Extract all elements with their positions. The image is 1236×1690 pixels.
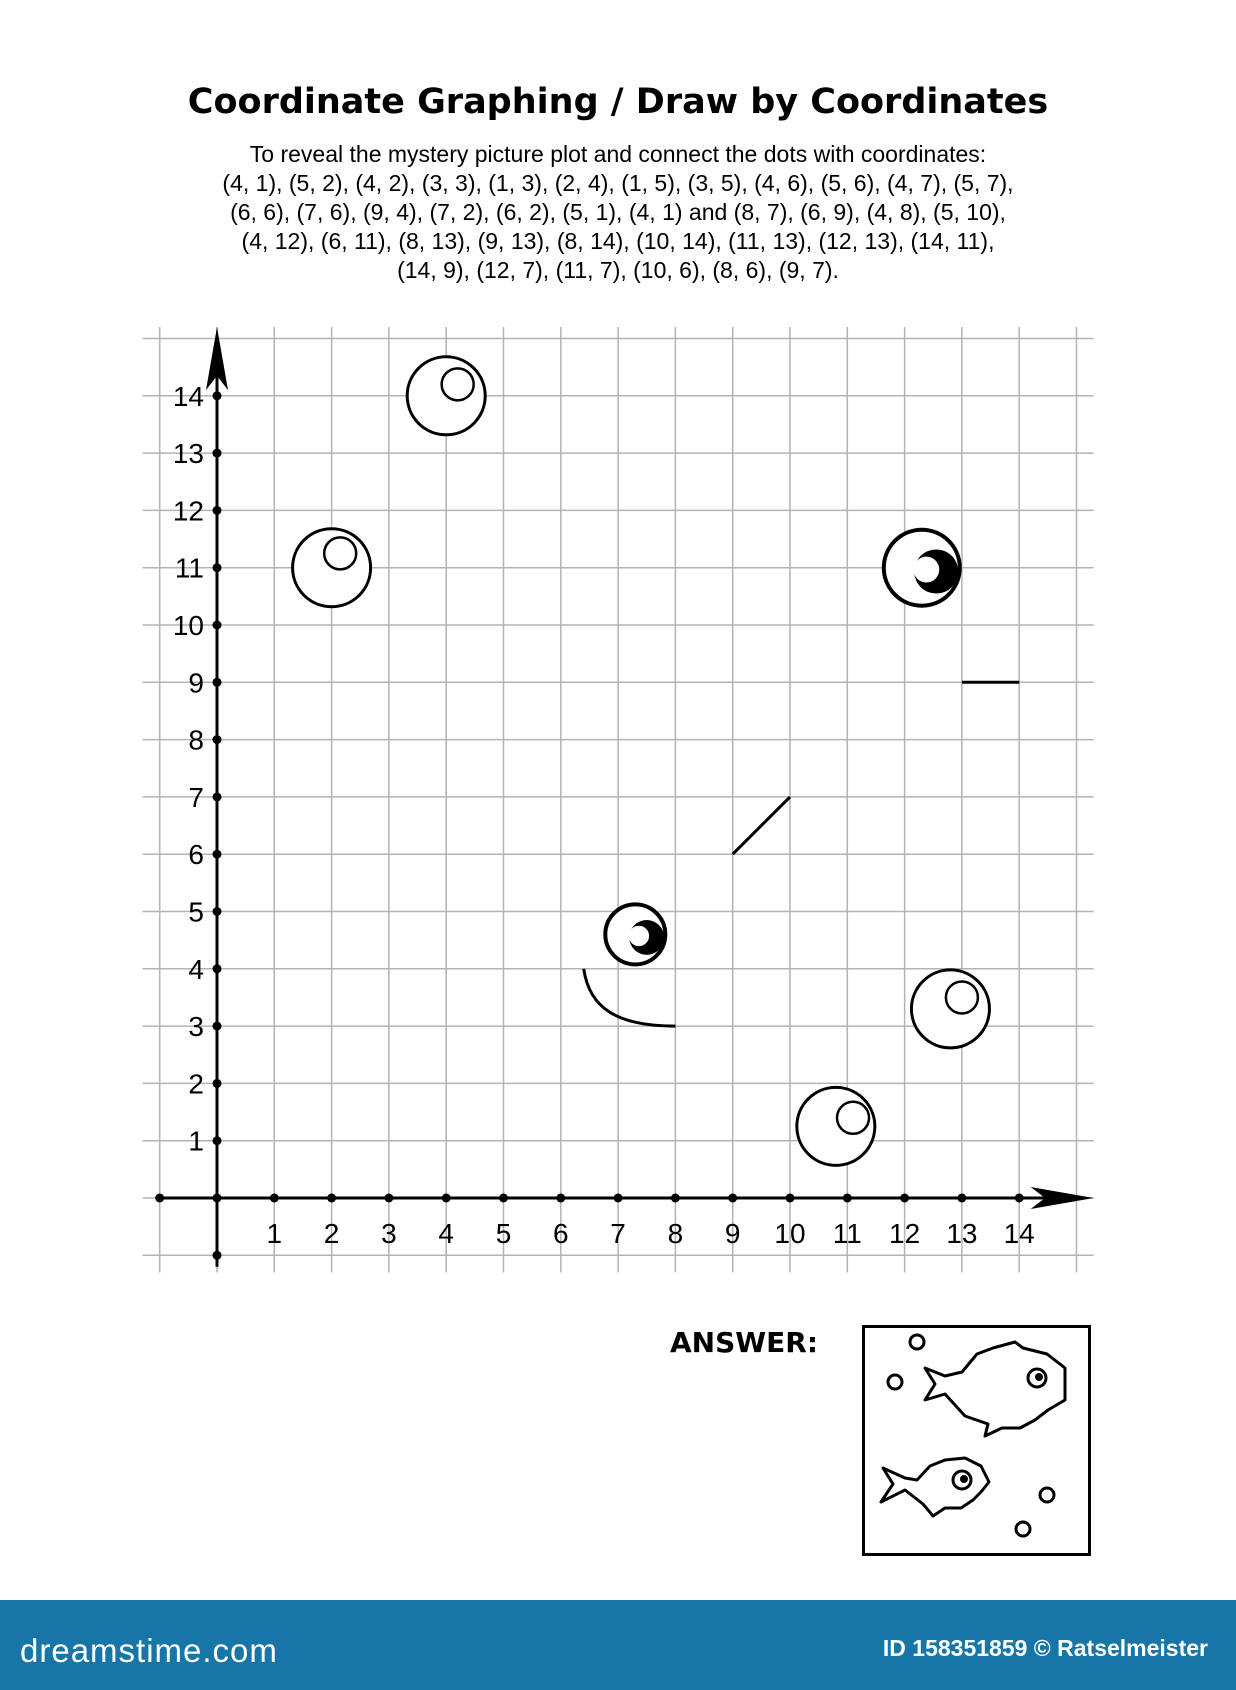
puzzle-figures	[293, 357, 1020, 1166]
x-tick-dot	[786, 1194, 795, 1203]
y-tick-label: 7	[188, 781, 204, 813]
y-tick-dot	[213, 678, 222, 687]
big-fish	[925, 1342, 1065, 1436]
x-tick-dot	[671, 1194, 680, 1203]
fish-eye-highlight	[629, 926, 649, 946]
y-tick-label: 3	[188, 1011, 204, 1043]
y-tick-label: 5	[188, 896, 204, 928]
footer-bar	[0, 1600, 1236, 1690]
x-tick-label: 13	[946, 1218, 978, 1249]
y-tick-label: 12	[172, 495, 204, 527]
instruction-line: (6, 6), (7, 6), (9, 4), (7, 2), (6, 2), (5, 1), (4, 1) and (8, 7), (6, 9), (4, 8), (5, 10),	[230, 199, 1006, 225]
y-tick-dot	[213, 850, 222, 859]
footer-id: ID 158351859 © Ratselmeister	[882, 1635, 1208, 1661]
bubble-highlight	[946, 981, 978, 1013]
x-tick-label: 3	[381, 1218, 397, 1249]
y-tick-dot	[213, 1022, 222, 1031]
bubble-highlight	[324, 537, 356, 569]
x-tick-label: 5	[495, 1218, 512, 1249]
y-tick-label: 14	[172, 380, 204, 412]
y-tick-dot	[213, 563, 222, 572]
answer-label: ANSWER:	[670, 1326, 819, 1359]
y-tick-dot	[213, 621, 222, 630]
y-tick-label: 2	[188, 1068, 204, 1100]
y-tick-dot	[213, 1079, 222, 1088]
y-tick-dot	[213, 506, 222, 515]
y-tick-dot	[213, 391, 222, 400]
fish-eye-highlight	[913, 557, 939, 583]
y-tick-dot	[213, 735, 222, 744]
x-tick-dot	[442, 1194, 451, 1203]
y-tick-dot	[213, 1251, 222, 1260]
y-tick-dot	[213, 1136, 222, 1145]
x-tick-label: 12	[889, 1218, 921, 1249]
y-tick-label: 4	[188, 953, 204, 985]
y-tick-label: 10	[172, 610, 204, 641]
answer-picture	[865, 1328, 1088, 1553]
x-tick-dot	[900, 1194, 909, 1203]
x-tick-dot	[556, 1194, 565, 1203]
y-tick-label: 1	[188, 1125, 204, 1157]
answer-box	[862, 1325, 1091, 1556]
x-tick-dot	[1015, 1194, 1024, 1203]
fish-mouth-line	[733, 797, 790, 854]
x-tick-label: 7	[610, 1218, 626, 1249]
x-tick-dot	[843, 1194, 852, 1203]
footer-logo: dreamstime.com	[20, 1632, 278, 1669]
x-tick-label: 11	[832, 1218, 862, 1249]
x-tick-label: 9	[724, 1218, 741, 1249]
x-tick-dot	[270, 1194, 279, 1203]
x-tick-label: 14	[1003, 1218, 1035, 1249]
fish-mouth-curve	[584, 969, 676, 1026]
x-tick-dot	[327, 1194, 336, 1203]
x-tick-label: 1	[266, 1218, 283, 1249]
grid-lines	[143, 327, 1094, 1272]
y-tick-label: 6	[188, 839, 204, 871]
y-tick-dot	[213, 449, 222, 458]
y-tick-label: 8	[188, 724, 204, 756]
instruction-line: To reveal the mystery picture plot and connect the dots with coordinates:	[249, 141, 987, 167]
instruction-line: (14, 9), (12, 7), (11, 7), (10, 6), (8, 6), (9, 7).	[397, 257, 839, 283]
x-tick-dot	[499, 1194, 508, 1203]
x-tick-dot	[155, 1194, 164, 1203]
y-tick-label: 9	[188, 667, 204, 699]
x-tick-label: 8	[667, 1218, 684, 1249]
x-tick-dot	[614, 1194, 623, 1203]
bubble-highlight	[837, 1102, 869, 1134]
x-tick-dot	[957, 1194, 966, 1203]
small-fish	[881, 1458, 989, 1516]
y-tick-label: 11	[174, 552, 204, 584]
x-tick-dot	[384, 1194, 393, 1203]
instruction-line: (4, 1), (5, 2), (4, 2), (3, 3), (1, 3), (2, 4), (1, 5), (3, 5), (4, 6), (5, 6), (4, 7), (5, 7),	[222, 170, 1014, 196]
y-tick-dot	[213, 964, 222, 973]
page-title: Coordinate Graphing / Draw by Coordinates	[187, 82, 1049, 122]
x-tick-label: 2	[323, 1218, 340, 1249]
instruction-line: (4, 12), (6, 11), (8, 13), (9, 13), (8, 14), (10, 14), (11, 13), (12, 13), (14, 11),	[241, 228, 995, 254]
origin-dot	[213, 1194, 222, 1203]
x-tick-dot	[728, 1194, 737, 1203]
x-tick-label: 6	[553, 1218, 569, 1249]
x-tick-label: 10	[774, 1218, 806, 1249]
y-tick-label: 13	[172, 438, 204, 470]
bubble-highlight	[442, 368, 474, 400]
x-tick-label: 4	[438, 1218, 454, 1249]
y-tick-dot	[213, 907, 222, 916]
y-tick-dot	[213, 792, 222, 801]
